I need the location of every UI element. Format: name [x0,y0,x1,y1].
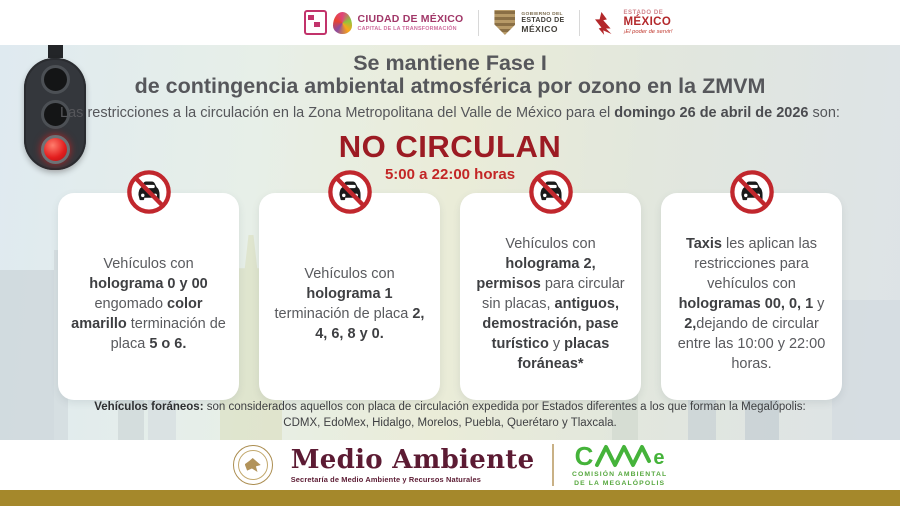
edomex-tagline: ¡El poder de servir! [623,29,673,35]
header-divider [478,10,479,36]
card-text: Vehículos con holograma 0 y 00 engomado color amarillo terminación de placa 5 o 6. [71,255,226,352]
edomex-brand-line2: MÉXICO [623,16,672,28]
main-area [0,45,900,440]
edomex-bird-icon [595,10,617,36]
footer-divider [552,444,554,486]
footnote-line1: Vehículos foráneos: son considerados aquellos con placa de circulación expedida por Estados diferentes a los que forman la Megalópolis: [94,401,806,413]
gold-bottom-bar [0,490,900,506]
edomex-brand-line1: ESTADO DE [623,10,664,16]
medio-ambiente-subtitle: Secretaría de Medio Ambiente y Recursos Naturales [290,474,481,484]
card-text: Vehículos con holograma 1 terminación de placa 2, 4, 6, 8 y 0. [274,265,425,342]
header-divider [579,10,580,36]
came-caption-line2: DE LA MEGALÓPOLIS [574,480,666,487]
title-line2: de contingencia ambiental atmosférica por ozono en la ZMVM [134,74,766,98]
edomex-shield-icon [494,10,515,35]
semarnat-seal-icon [233,445,273,485]
came-wordmark [574,441,665,471]
restriction-hours: 5:00 a 22:00 horas [384,166,516,183]
came-logo [572,442,667,488]
came-caption-line1: COMISIÓN AMBIENTAL [571,471,668,478]
card-holograma-0-00 [58,193,239,400]
edomex-gov-text [521,12,564,34]
footer-bar [0,440,900,490]
cdmx-subtitle: CAPITAL DE LA TRANSFORMACIÓN [357,26,457,32]
cdmx-title: CIUDAD DE MÉXICO [357,13,464,25]
no-entry-car-icon [327,169,373,215]
cdmx-seal-icon [304,10,327,35]
restriction-cards [0,193,900,400]
foreign-plates-footnote [0,400,900,431]
header-logos [304,10,673,36]
came-wave-icon [594,442,652,468]
medio-ambiente-title: Medio Ambiente [290,444,535,475]
edomex-gov-line2: ESTADO DE [521,16,565,24]
restrictions-subtitle: Las restricciones a la circulación en la Zona Metropolitana del Valle de México para el domingo 26 de abril de 2026 son: [60,105,840,121]
card-holograma-1 [259,193,440,400]
card-holograma-2-permisos [460,193,641,400]
footnote-line2: CDMX, EdoMex, Hidalgo, Morelos, Puebla, Querétaro y Tlaxcala. [283,416,617,429]
page-title [0,52,900,98]
no-entry-car-icon [126,169,172,215]
no-entry-car-icon [729,169,775,215]
edomex-gov-line3: MÉXICO [521,23,558,34]
cdmx-logo [304,10,464,35]
cdmx-logo-text [358,13,464,32]
title-line1: Se mantiene Fase I [353,51,547,75]
card-text: Taxis les aplican las restricciones para vehículos con hologramas 00, 0, 1 y 2,dejando de circular entre las 10:00 y 22:00 horas. [677,235,826,372]
came-caption [572,470,667,488]
card-text: Vehículos con holograma 2, permisos para circular sin placas, antiguos, demostración, pase turístico y placas foráneas* [476,235,625,372]
header-bar [0,0,900,45]
no-circulan-headline: NO CIRCULAN [338,129,562,164]
cdmx-flower-icon [333,12,352,34]
edomex-brand-text [623,10,672,35]
came-letter-c: C [574,441,594,471]
no-entry-car-icon [528,169,574,215]
card-taxis [661,193,842,400]
came-letter-e: e [653,447,665,469]
semarnat-logo-text [290,444,535,484]
edomex-government-logo [494,10,564,35]
edomex-brand-logo [595,10,672,36]
edomex-gov-line1: GOBIERNO DEL [521,11,563,17]
